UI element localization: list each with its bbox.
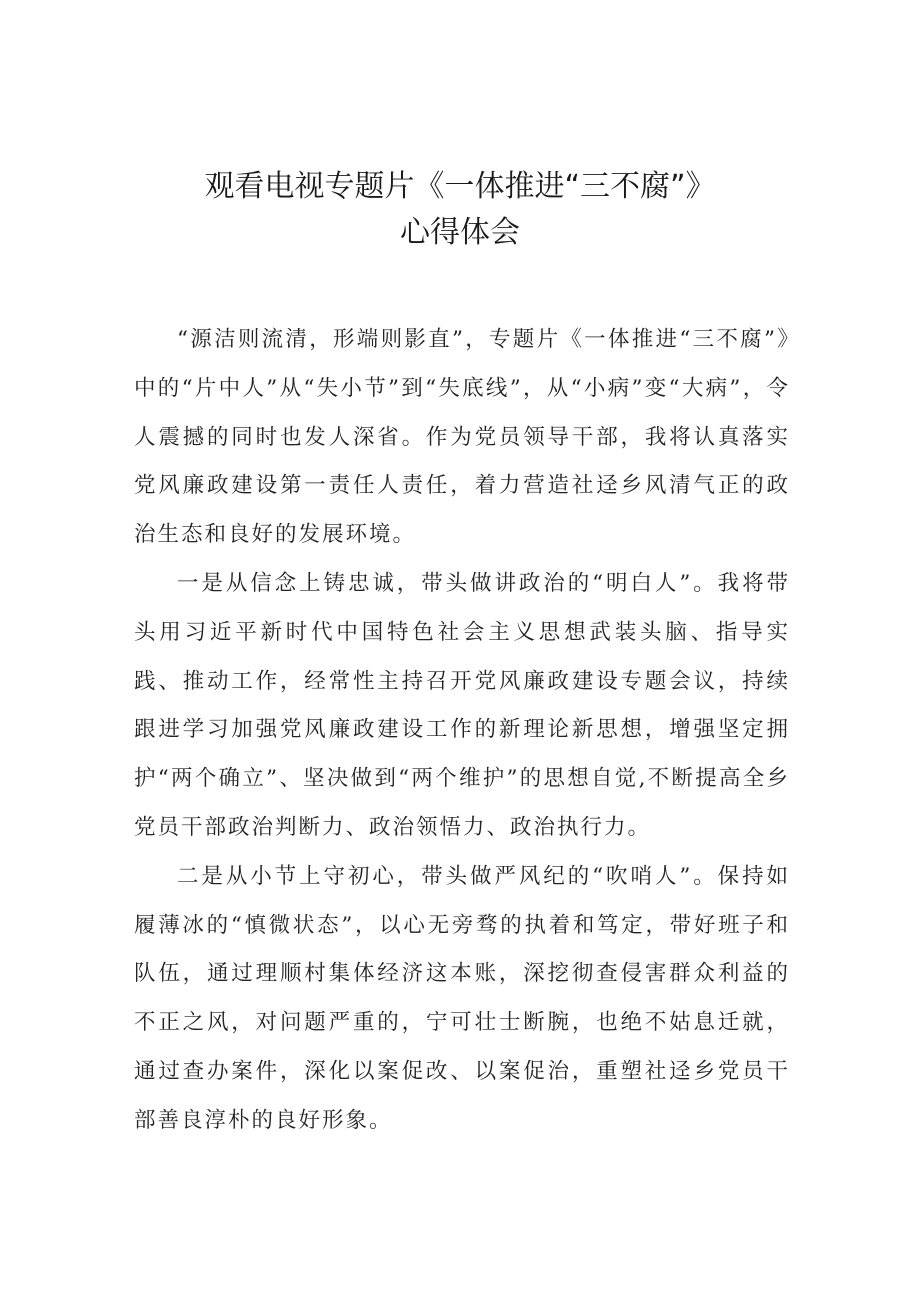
paragraph-point-one: 一是从信念上铸忠诚，带头做讲政治的“明白人”。我将带头用习近平新时代中国特色社会主义思想武装头脑、指导实践、推动工作，经常性主持召开党风廉政建设专题会议，持续跟进学习加强党风廉政建设工作的新理论新思想，增强坚定拥护“两个确立”、坚决做到“两个维护”的思想自觉,不断提高全乡党员干部政治判断力、政治领悟力、政治执行力。 <box>134 570 790 840</box>
document-body <box>134 316 790 1146</box>
paragraph-point-two: 二是从小节上守初心，带头做严风纪的“吹哨人”。保持如履薄冰的“慎微状态”，以心无旁骛的执着和笃定，带好班子和队伍，通过理顺村集体经济这本账，深挖彻查侵害群众利益的不正之风，对问题严重的，宁可壮士断腕，也绝不姑息迁就，通过查办案件，深化以案促改、以案促治，重塑社迳乡党员干部善良淳朴的良好形象。 <box>134 863 790 1133</box>
paragraph-intro: “源洁则流清，形端则影直”，专题片《一体推进“三不腐”》中的“片中人”从“失小节”到“失底线”，从“小病”变“大病”，令人震撼的同时也发人深省。作为党员领导干部，我将认真落实党风廉政建设第一责任人责任，着力营造社迳乡风清气正的政治生态和良好的发展环境。 <box>134 327 790 548</box>
document-title <box>0 164 920 256</box>
title-line-1: 观看电视专题片《一体推进“三不腐”》 <box>204 169 716 204</box>
title-line-2: 心得体会 <box>400 215 520 250</box>
